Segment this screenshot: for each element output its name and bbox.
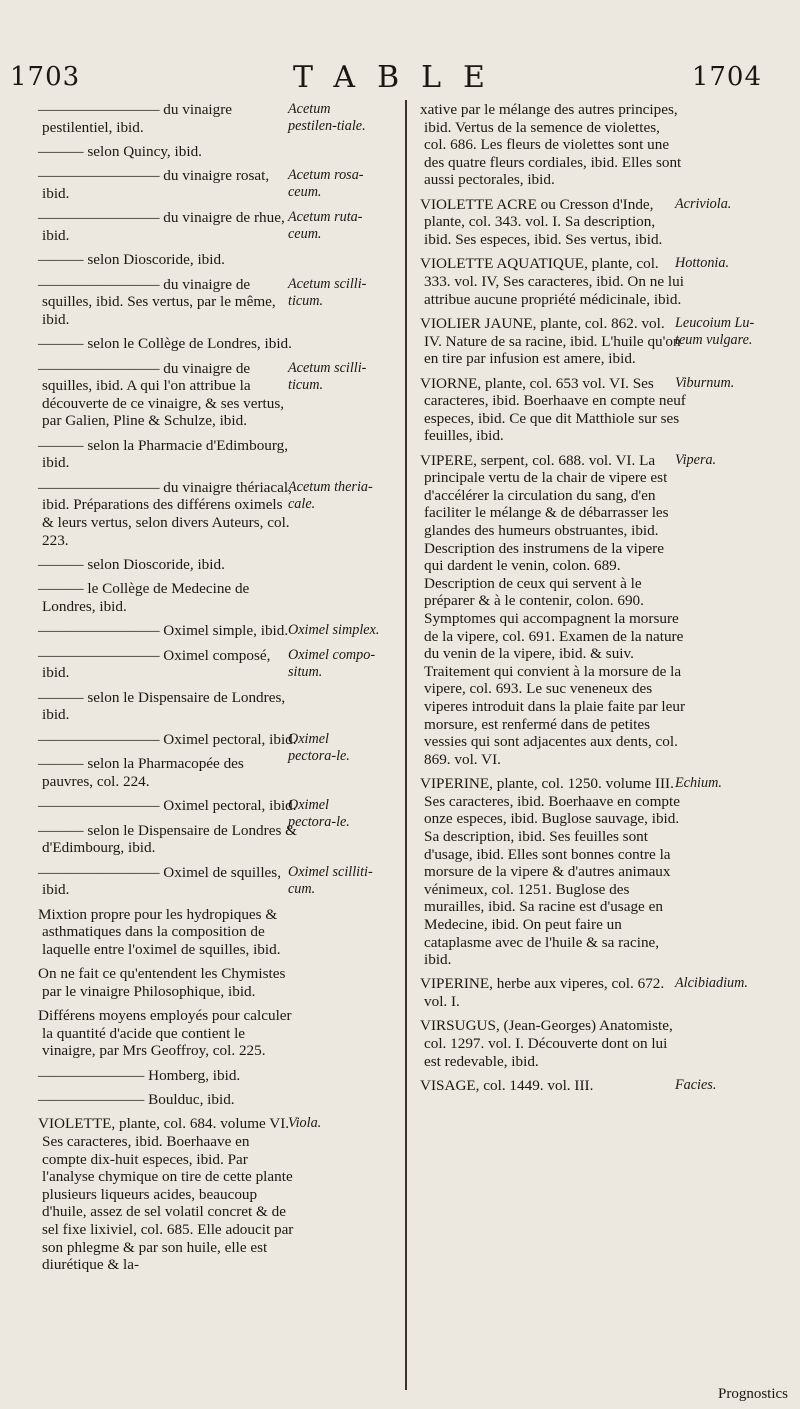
index-entry — [30, 209, 400, 244]
index-entry — [412, 196, 767, 249]
latin-margin-note: Oximel pectora-le. — [288, 797, 350, 831]
index-entry — [30, 797, 400, 831]
index-entry — [412, 775, 767, 969]
index-entry — [30, 251, 400, 269]
index-entry — [412, 1077, 767, 1095]
entry-text: ——— selon le Collège de Londres, ibid. — [38, 335, 292, 353]
entry-text: On ne fait ce qu'entendent les Chymistes par le vinaigre Philosophique, ibid. — [38, 965, 286, 1000]
entry-text: ——— selon le Dispensaire de Londres & d'Edimbourg, ibid. — [38, 821, 297, 857]
page-title: TABLE — [293, 60, 507, 95]
entry-text: ——— selon le Dispensaire de Londres, ibid. — [38, 688, 286, 724]
column-divider — [405, 100, 407, 1390]
latin-margin-note: Viola. — [288, 1115, 322, 1132]
index-entry — [30, 143, 400, 161]
latin-margin-note: Echium. — [675, 775, 722, 792]
right-column — [412, 101, 767, 1101]
index-entry — [412, 1017, 767, 1070]
entry-text: ———————— Oximel de squilles, ibid. — [38, 863, 281, 899]
entry-text: ———————— du vinaigre de squilles, ibid. A qui l'on attribue la découverte de ce vinaigre, & ses vertus, par Galien, Pline & Schulze, ibid. — [38, 359, 285, 430]
index-entry — [30, 437, 400, 472]
index-entry — [30, 622, 400, 640]
entry-text: ——— selon Dioscoride, ibid. — [38, 556, 225, 574]
entry-text: ———————— Oximel pectoral, ibid. — [38, 730, 297, 748]
entry-text: ——— selon Quincy, ibid. — [38, 142, 202, 160]
latin-margin-note: Acetum pestilen-tiale. — [288, 101, 366, 134]
entry-text: ——————— Boulduc, ibid. — [38, 1091, 235, 1109]
entry-text: Différens moyens employés pour calculer la quantité d'acide que contient le vinaigre, par Mrs Geoffroy, col. 225. — [38, 1007, 292, 1060]
entry-text: VIORNE, plante, col. 653 vol. VI. Ses caracteres, ibid. Boerhaave en compte neuf especes, ibid. Ce que dit Matthiole sur ses feuilles, ibid. — [420, 374, 686, 445]
entry-text: VIRSUGUS, (Jean-Georges) Anatomiste, col. 1297. vol. I. Découverte dont on lui est redevable, ibid. — [420, 1017, 673, 1070]
index-entry — [412, 375, 767, 445]
latin-margin-note: Oximel pectora-le. — [288, 730, 350, 764]
entry-text: ———————— du vinaigre de squilles, ibid. Ses vertus, par le même, ibid. — [38, 275, 276, 328]
index-entry — [30, 1091, 400, 1109]
index-entry — [30, 360, 400, 430]
latin-margin-note: Acetum scilli-ticum. — [288, 359, 367, 393]
entry-text: VIOLETTE AQUATIQUE, plante, col. 333. vol. IV, Ses caracteres, ibid. On ne lui attribue aucune propriété médicinale, ibid. — [420, 255, 684, 308]
entry-text: VIOLETTE ACRE ou Cresson d'Inde, plante, col. 343. vol. I. Sa description, ibid. Ses especes, ibid. Ses vertus, ibid. — [420, 195, 663, 248]
index-entry — [412, 255, 767, 308]
index-entry — [412, 315, 767, 368]
latin-margin-note: Vipera. — [675, 451, 717, 468]
latin-margin-note: Oximel scilliti-cum. — [288, 863, 373, 897]
left-page-number: 1703 — [10, 62, 81, 92]
entry-text: VIOLETTE, plante, col. 684. volume VI. Ses caracteres, ibid. Boerhaave en compte dix-huit especes, ibid. Par l'analyse chymique on tire de cette plante plusieurs liqueurs acides, beaucoup d'huile, assez de sel volatil concret & de sel fixe lixiviel, col. 685. Elle adoucit par son phlegme & par son huile, elle est diurétique & la- — [38, 1115, 294, 1274]
left-column — [30, 101, 400, 1281]
entry-text: ——— selon la Pharmacopée des pauvres, col. 224. — [38, 755, 244, 790]
index-entry — [30, 580, 400, 615]
index-entry — [30, 1007, 400, 1060]
latin-margin-note: Oximel simplex. — [288, 622, 380, 639]
index-entry — [30, 479, 400, 549]
index-entry — [30, 822, 400, 857]
entry-text: ———————— Oximel composé, ibid. — [38, 646, 271, 682]
right-page-number: 1704 — [691, 62, 762, 92]
latin-margin-note: Acetum theria-cale. — [288, 478, 373, 512]
entry-text: VIPERINE, plante, col. 1250. volume III. Ses caracteres, ibid. Boerhaave en compte onze especes, ibid. Buglose sauvage, ibid. Sa description, ibid. Ses feuilles sont d'usage, ibid. Elles sont bonnes contre la morsure de la vipere & d'autres animaux vénimeux, col. 1251. Buglose des murailles, ibid. Sa racine est d'usage en Medecine, ibid. On peut faire un cataplasme avec de l'huile & sa racine, ibid. — [420, 775, 680, 969]
latin-margin-note: Facies. — [675, 1077, 717, 1094]
index-entry — [30, 1115, 400, 1273]
entry-text: xative par le mélange des autres principes, ibid. Vertus de la semence de violettes, col. 686. Les fleurs de violettes sont une des quatre fleurs cordiales, ibid. Elles sont aussi pectorales, ibid. — [420, 101, 682, 189]
latin-margin-note: Hottonia. — [675, 255, 729, 272]
index-entry — [30, 965, 400, 1000]
entry-text: ——— le Collège de Medecine de Londres, ibid. — [38, 580, 250, 616]
index-entry — [30, 730, 400, 764]
entry-text: VIPERE, serpent, col. 688. vol. VI. La principale vertu de la chair de vipere est d'accélérer la circulation du sang, d'en faciliter le mélange & de débarrasser les glandes des humeurs obstruantes, ibid. Description des instrumens de la vipere qui dardent le venin, colon. 689. Description de ceux qui servent à le préparer & à le contenir, colon. 690. Symptomes qui accompagnent la morsure de la vipere, col. 691. Examen de la nature du venin de la vipere, ibid. & suiv. Traitement qui convient à la morsure de la vipere, col. 693. Le suc veneneux des viperes introduit dans la plaie faite par leur morsure, est renfermé dans de petites vessies qui sont adjacentes aux dents, col. 869. vol. VI. — [420, 451, 686, 768]
entry-text: ——— selon la Pharmacie d'Edimbourg, ibid. — [38, 436, 289, 472]
latin-margin-note: Alcibiadium. — [675, 975, 748, 992]
index-entry — [30, 101, 400, 136]
latin-margin-note: Acetum scilli-ticum. — [288, 275, 367, 309]
latin-margin-note: Oximel compo-situm. — [288, 646, 376, 680]
entry-text: ———————— Oximel simple, ibid. — [38, 622, 289, 640]
entry-text: VIPERINE, herbe aux viperes, col. 672. vol. I. — [420, 975, 665, 1011]
index-entry — [30, 167, 400, 202]
index-entry — [412, 452, 767, 769]
index-entry — [30, 647, 400, 682]
entry-text: VIOLIER JAUNE, plante, col. 862. vol. IV. Nature de sa racine, ibid. L'huile qu'on en tire par infusion est amere, ibid. — [420, 314, 681, 368]
entry-text: ———————— du vinaigre de rhue, ibid. — [38, 209, 285, 244]
index-entry — [30, 689, 400, 724]
index-entry — [412, 101, 767, 189]
index-entry — [30, 906, 400, 959]
index-entry — [30, 1067, 400, 1085]
latin-margin-note: Leucoium Lu-teum vulgare. — [675, 314, 755, 348]
index-entry — [30, 755, 400, 790]
catchword: Prognostics — [717, 1386, 788, 1402]
entry-text: ———————— Oximel pectoral, ibid. — [38, 797, 297, 815]
entry-text: ——— selon Dioscoride, ibid. — [38, 251, 225, 269]
entry-text: ———————— du vinaigre thériacal, ibid. Préparations des différens oximels & leurs vertus, selon divers Auteurs, col. 223. — [38, 478, 292, 549]
entry-text: ———————— du vinaigre pestilentiel, ibid. — [38, 101, 233, 136]
entry-text: Mixtion propre pour les hydropiques & asthmatiques dans la composition de laquelle entre l'oximel de squilles, ibid. — [38, 905, 281, 958]
latin-margin-note: Acriviola. — [675, 195, 732, 212]
latin-margin-note: Acetum rosa-ceum. — [288, 167, 364, 201]
entry-text: VISAGE, col. 1449. vol. III. — [420, 1077, 594, 1095]
latin-margin-note: Viburnum. — [675, 374, 735, 391]
entry-text: ——————— Homberg, ibid. — [38, 1066, 241, 1084]
entry-text: ———————— du vinaigre rosat, ibid. — [38, 167, 270, 202]
index-entry — [30, 335, 400, 353]
index-entry — [30, 276, 400, 329]
index-entry — [30, 864, 400, 899]
index-entry — [30, 556, 400, 574]
index-entry — [412, 975, 767, 1010]
latin-margin-note: Acetum ruta-ceum. — [288, 209, 363, 243]
